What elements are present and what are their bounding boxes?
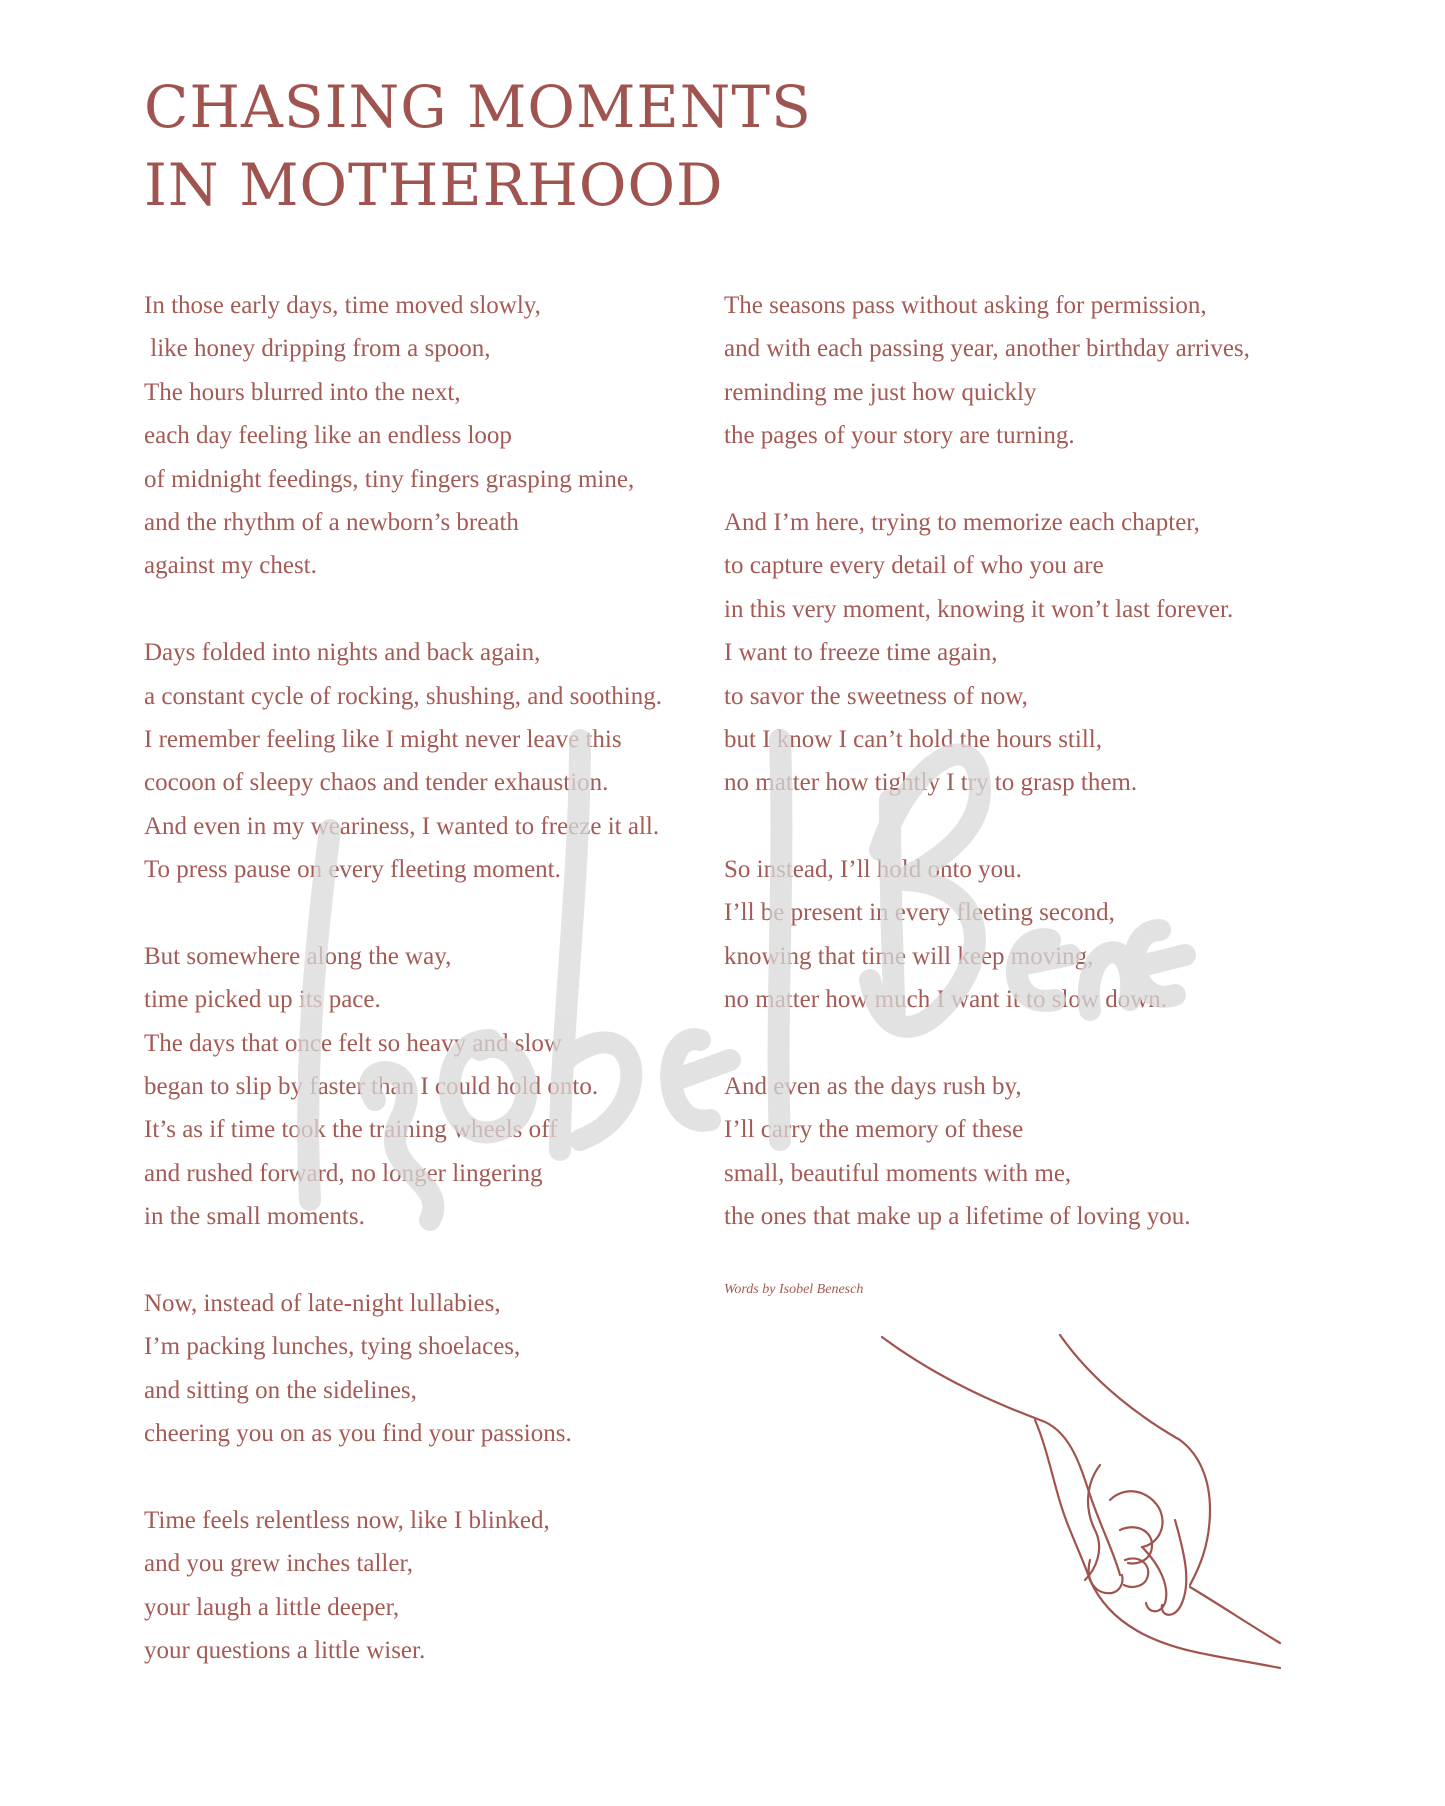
holding-hands-illustration <box>880 1325 1310 1670</box>
poem-right-line: I’ll carry the memory of these <box>724 1116 1024 1144</box>
poem-title <box>144 68 812 224</box>
poem-left-line: of midnight feedings, tiny fingers grasping mine, <box>144 465 635 493</box>
poem-right-line: and with each passing year, another birthday arrives, <box>724 335 1250 363</box>
author-credit: Words by Isobel Benesch <box>724 1282 864 1297</box>
poem-left-line: began to slip by faster than I could hold onto. <box>144 1073 599 1101</box>
poem-left-line: and the rhythm of a newborn’s breath <box>144 508 519 536</box>
poem-left-line: your questions a little wiser. <box>144 1637 426 1665</box>
poem-right-line: I’ll be present in every fleeting second, <box>724 899 1115 927</box>
poem-right-line: in this very moment, knowing it won’t last forever. <box>724 595 1234 623</box>
poem-left-line: time picked up its pace. <box>144 986 381 1014</box>
poem-left-line: I remember feeling like I might never leave this <box>144 725 622 753</box>
poem-left-line: The hours blurred into the next, <box>144 378 461 406</box>
poem-left-line: each day feeling like an endless loop <box>144 422 512 450</box>
poem-right-line: And even as the days rush by, <box>724 1073 1022 1101</box>
poem-left-line: I’m packing lunches, tying shoelaces, <box>144 1333 521 1361</box>
poem-right-line: the pages of your story are turning. <box>724 422 1075 450</box>
poem-right-line: no matter how much I want it to slow down. <box>724 986 1167 1014</box>
poem-left-line: your laugh a little deeper, <box>144 1593 400 1621</box>
poem-left-line <box>144 588 662 631</box>
poem-right-line <box>724 458 1250 501</box>
poem-left-line: To press pause on every fleeting moment. <box>144 856 561 884</box>
poem-left-line: against my chest. <box>144 552 317 580</box>
poem-right-line: small, beautiful moments with me, <box>724 1159 1072 1187</box>
poem-left-line: Now, instead of late-night lullabies, <box>144 1289 501 1317</box>
poem-left-line <box>144 891 662 934</box>
poem-right-line <box>724 805 1250 848</box>
poem-right-line: reminding me just how quickly <box>724 378 1037 406</box>
poem-right-line: The seasons pass without asking for permission, <box>724 292 1207 319</box>
poem-left-line: cocoon of sleepy chaos and tender exhaustion. <box>144 769 609 797</box>
poem-right-line: And I’m here, trying to memorize each chapter, <box>724 508 1200 536</box>
poem-left-line: and rushed forward, no longer lingering <box>144 1159 543 1187</box>
poem-right-line <box>724 1022 1250 1065</box>
poem-left-line: The days that once felt so heavy and slow <box>144 1029 562 1057</box>
poem-right-column <box>724 284 1250 1239</box>
poem-left-line: in the small moments. <box>144 1203 365 1231</box>
poem-left-line <box>144 1239 662 1282</box>
poem-right-line: no matter how tightly I try to grasp them. <box>724 769 1138 797</box>
title-line-1: CHASING MOMENTS <box>144 73 812 141</box>
poem-left-column <box>144 284 662 1673</box>
poem-right-line: to capture every detail of who you are <box>724 552 1104 580</box>
poem-left-line: In those early days, time moved slowly, <box>144 292 541 319</box>
poem-left-line: Days folded into nights and back again, <box>144 639 541 667</box>
poem-right-line: but I know I can’t hold the hours still, <box>724 725 1102 753</box>
poem-left-line: But somewhere along the way, <box>144 942 452 970</box>
poem-right-line: to savor the sweetness of now, <box>724 682 1028 710</box>
poem-left-line: And even in my weariness, I wanted to freeze it all. <box>144 812 660 840</box>
poem-left-line: and sitting on the sidelines, <box>144 1376 417 1404</box>
poem-right-line: I want to freeze time again, <box>724 639 998 667</box>
poem-left-line: like honey dripping from a spoon, <box>144 335 491 363</box>
poem-left-line: Time feels relentless now, like I blinked, <box>144 1506 550 1534</box>
poem-right-line: the ones that make up a lifetime of loving you. <box>724 1203 1191 1231</box>
poem-left-line <box>144 1456 662 1499</box>
poem-right-line: So instead, I’ll hold onto you. <box>724 856 1022 884</box>
poem-left-line: It’s as if time took the training wheels off <box>144 1116 558 1144</box>
poem-left-line: cheering you on as you find your passions. <box>144 1420 572 1448</box>
poem-left-line: a constant cycle of rocking, shushing, and soothing. <box>144 682 662 710</box>
title-line-2: IN MOTHERHOOD <box>144 151 724 219</box>
poem-left-line: and you grew inches taller, <box>144 1550 414 1578</box>
poem-right-line: knowing that time will keep moving, <box>724 942 1094 970</box>
